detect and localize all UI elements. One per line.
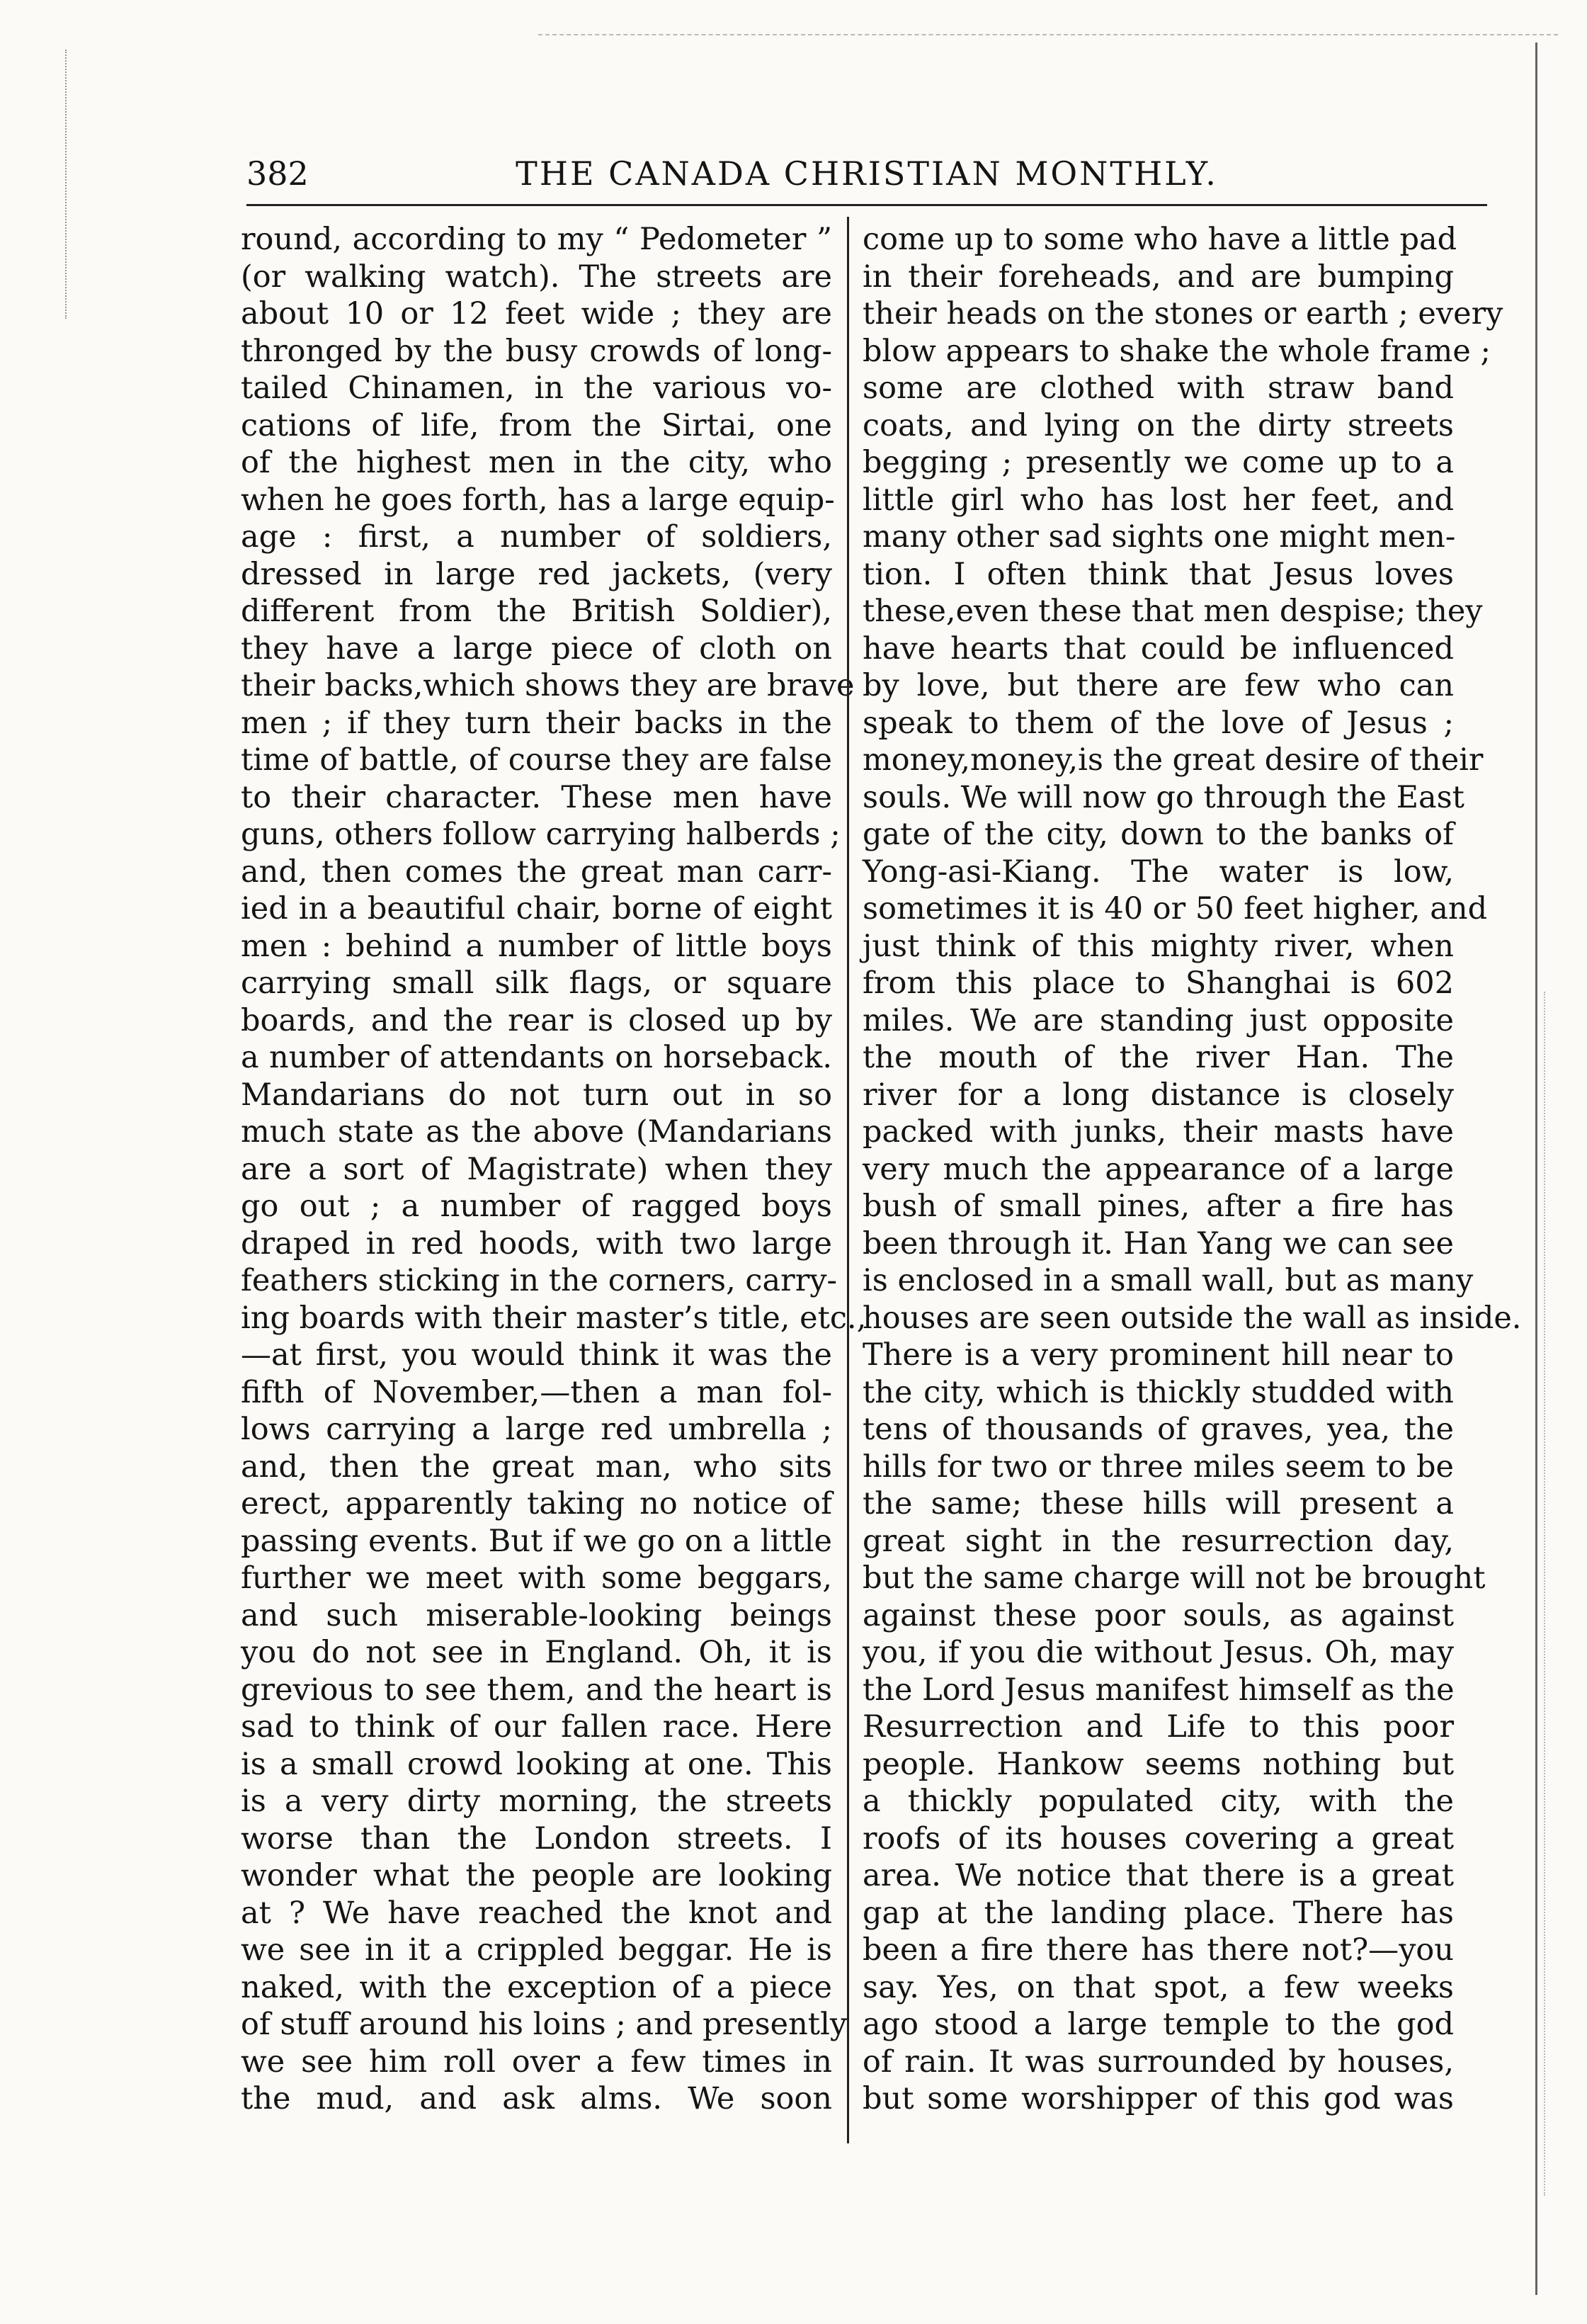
text-line: are a sort of Magistrate) when they [241, 1151, 832, 1187]
header-rule [246, 204, 1487, 206]
text-line: to their character. These men have [241, 779, 832, 815]
text-line: is enclosed in a small wall, but as many [863, 1263, 1474, 1298]
text-line: been through it. Han Yang we can see [863, 1225, 1454, 1262]
text-line: men : behind a number of little boys [241, 928, 832, 964]
scan-margin-marks-right [1544, 992, 1548, 2196]
text-line: fifth of November,—then a man fol- [241, 1374, 832, 1410]
text-line: the same; these hills will present a [863, 1486, 1454, 1521]
text-line: at ? We have reached the knot and [241, 1895, 832, 1931]
text-column-left [241, 221, 867, 2162]
text-line: about 10 or 12 feet wide ; they are [241, 296, 832, 331]
text-line: round, according to my “ Pedometer ” [241, 222, 832, 257]
text-line: cations of life, from the Sirtai, one [241, 407, 832, 443]
text-line: by love, but there are few who can [863, 668, 1454, 703]
text-line: souls. We will now go through the East [863, 779, 1464, 815]
text-line: we see in it a crippled beggar. He is [241, 1932, 832, 1968]
text-line: gap at the landing place. There has [863, 1895, 1454, 1931]
text-line: men ; if they turn their backs in the [241, 705, 832, 741]
text-line: (or walking watch). The streets are [241, 259, 832, 295]
text-line: have hearts that could be influenced [863, 630, 1454, 667]
text-line: some are clothed with straw band [863, 370, 1454, 406]
text-line: thronged by the busy crowds of long- [241, 333, 832, 369]
text-line: many other sad sights one might men- [863, 519, 1456, 555]
text-line: Resurrection and Life to this poor [863, 1709, 1454, 1745]
text-line: very much the appearance of a large [863, 1151, 1454, 1187]
text-line: bush of small pines, after a fire has [863, 1189, 1454, 1224]
text-line: coats, and lying on the dirty streets [863, 407, 1454, 443]
column-divider [847, 217, 849, 2143]
text-line: say. Yes, on that spot, a few weeks [863, 1969, 1454, 2005]
text-line: we see him roll over a few times in [241, 2044, 832, 2080]
text-line: these,even these that men despise; they [863, 594, 1483, 629]
text-line: blow appears to shake the whole frame ; [863, 333, 1491, 369]
text-line: their backs,which shows they are brave [241, 668, 855, 703]
text-line: naked, with the exception of a piece [241, 1969, 832, 2005]
text-line: lows carrying a large red umbrella ; [241, 1412, 832, 1447]
text-line: in their foreheads, and are bumping [863, 259, 1454, 295]
text-line: the city, which is thickly studded with [863, 1374, 1454, 1410]
text-line: worse than the London streets. I [241, 1820, 832, 1857]
text-line: There is a very prominent hill near to [863, 1337, 1454, 1373]
text-line: great sight in the resurrection day, [863, 1523, 1454, 1559]
text-line: Mandarians do not turn out in so [241, 1077, 832, 1113]
text-line: is a small crowd looking at one. This [241, 1746, 832, 1782]
text-line: come up to some who have a little pad [863, 222, 1457, 257]
text-line: you, if you die without Jesus. Oh, may [863, 1635, 1454, 1670]
text-line: just think of this mighty river, when [863, 928, 1454, 964]
text-line: carrying small silk flags, or square [241, 965, 832, 1001]
text-line: tailed Chinamen, in the various vo- [241, 370, 832, 406]
text-line: sad to think of our fallen race. Here [241, 1709, 832, 1745]
text-line: river for a long distance is closely [863, 1077, 1454, 1113]
text-column-right [863, 221, 1522, 2162]
text-line: tens of thousands of graves, yea, the [863, 1412, 1454, 1447]
text-line: roofs of its houses covering a great [863, 1820, 1454, 1857]
text-line: begging ; presently we come up to a [863, 445, 1454, 480]
text-line: little girl who has lost her feet, and [863, 482, 1454, 518]
text-line: of the highest men in the city, who [241, 445, 832, 480]
text-line: Yong-asi-Kiang. The water is low, [863, 854, 1454, 890]
text-line: passing events. But if we go on a little [241, 1523, 832, 1559]
text-line: further we meet with some beggars, [241, 1560, 832, 1596]
text-line: against these poor souls, as against [863, 1597, 1454, 1633]
text-line: and such miserable-looking beings [241, 1597, 832, 1633]
text-line: speak to them of the love of Jesus ; [863, 705, 1454, 741]
text-line: and, then comes the great man carr- [241, 854, 832, 890]
text-line: ied in a beautiful chair, borne of eight [241, 891, 832, 926]
text-line: gate of the city, down to the banks of [863, 817, 1454, 852]
running-head: THE CANADA CHRISTIAN MONTHLY. [516, 154, 1218, 193]
text-line: packed with junks, their masts have [863, 1114, 1454, 1150]
text-line: dressed in large red jackets, (very [241, 556, 832, 592]
text-line: time of battle, of course they are false [241, 742, 832, 778]
text-line: from this place to Shanghai is 602 [863, 965, 1454, 1001]
text-line: ago stood a large temple to the god [863, 2007, 1454, 2042]
page-header [246, 154, 1487, 197]
text-line: miles. We are standing just opposite [863, 1002, 1454, 1038]
text-line: but the same charge will not be brought [863, 1560, 1486, 1596]
text-line: the mouth of the river Han. The [863, 1040, 1454, 1075]
text-line: area. We notice that there is a great [863, 1858, 1454, 1893]
scan-margin-marks [65, 50, 71, 319]
text-line: guns, others follow carrying halberds ; [241, 817, 841, 852]
text-line: feathers sticking in the corners, carry- [241, 1263, 838, 1298]
text-line: you do not see in England. Oh, it is [241, 1635, 832, 1670]
text-line: tion. I often think that Jesus loves [863, 556, 1454, 592]
text-line: wonder what the people are looking [241, 1858, 832, 1893]
text-line: of rain. It was surrounded by houses, [863, 2044, 1454, 2080]
text-line: been a fire there has there not?—you [863, 1932, 1454, 1968]
text-line: sometimes it is 40 or 50 feet higher, and [863, 891, 1488, 926]
text-line: their heads on the stones or earth ; every [863, 296, 1503, 331]
text-line: is a very dirty morning, the streets [241, 1784, 832, 1819]
text-line: the mud, and ask alms. We soon [241, 2081, 832, 2116]
text-line: houses are seen outside the wall as inside. [863, 1300, 1522, 1336]
text-line: draped in red hoods, with two large [241, 1225, 832, 1262]
text-line: and, then the great man, who sits [241, 1449, 832, 1485]
text-line: the Lord Jesus manifest himself as the [863, 1672, 1455, 1708]
text-line: go out ; a number of ragged boys [241, 1189, 832, 1224]
text-line: grevious to see them, and the heart is [241, 1672, 832, 1708]
text-line: people. Hankow seems nothing but [863, 1746, 1454, 1782]
text-line: they have a large piece of cloth on [241, 630, 832, 667]
text-line: boards, and the rear is closed up by [241, 1002, 832, 1038]
scan-top-dashes [538, 34, 1558, 35]
text-line: when he goes forth, has a large equip- [241, 482, 835, 518]
text-line: a thickly populated city, with the [863, 1784, 1454, 1819]
text-line: of stuff around his loins ; and presently [241, 2007, 848, 2042]
text-line: erect, apparently taking no notice of [241, 1486, 832, 1521]
text-line: —at first, you would think it was the [241, 1337, 832, 1373]
text-line: much state as the above (Mandarians [241, 1114, 832, 1150]
text-line: hills for two or three miles seem to be [863, 1449, 1454, 1485]
text-line: a number of attendants on horseback. [241, 1040, 832, 1075]
scan-page-edge [1535, 42, 1537, 2295]
text-line: age : first, a number of soldiers, [241, 519, 832, 555]
text-line: money,money,is the great desire of their [863, 742, 1484, 778]
text-line: but some worshipper of this god was [863, 2081, 1454, 2116]
page-number: 382 [246, 154, 309, 193]
text-line: ing boards with their master’s title, etc., [241, 1300, 867, 1336]
text-line: different from the British Soldier), [241, 594, 832, 629]
